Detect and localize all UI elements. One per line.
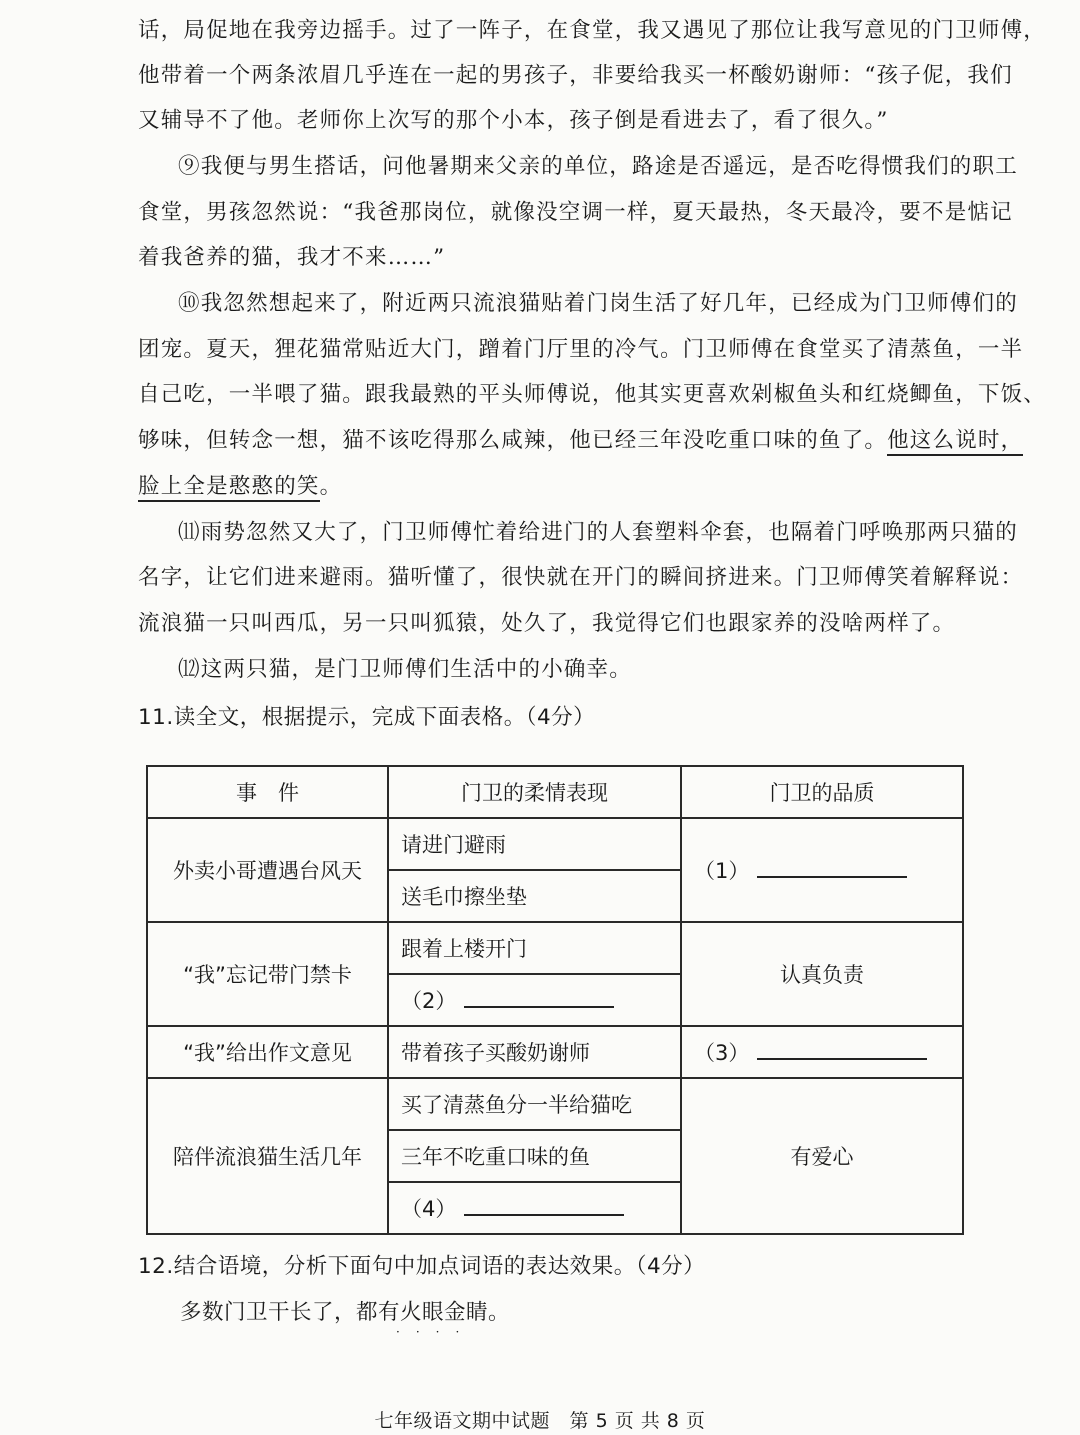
answer-blank[interactable] <box>757 858 907 878</box>
question-11-prompt: 11.读全文，根据提示，完成下面表格。（4分） <box>138 705 596 730</box>
act-cell: 跟着上楼开门 <box>388 922 681 974</box>
blank-label: （4） <box>401 1197 457 1221</box>
passage-line <box>138 472 968 502</box>
event-cell: 外卖小哥遭遇台风天 <box>147 818 388 922</box>
blank-label: （3） <box>694 1041 750 1065</box>
question-12-sentence: 多数门卫干长了，都有火眼金睛。 <box>180 1300 511 1325</box>
answer-table <box>146 765 964 1235</box>
underlined-sentence: 他这么说时， <box>887 428 1023 456</box>
passage-line: 团宠。夏天，狸花猫常贴近大门，蹭着门厅里的冷气。门卫师傅在食堂买了清蒸鱼，一半 <box>138 337 1024 362</box>
passage-text: 够味，但转念一想，猫不该吃得那么咸辣，他已经三年没吃重口味的鱼了。 <box>138 428 888 453</box>
act-cell: 三年不吃重口味的鱼 <box>388 1130 681 1182</box>
table-header: 门卫的品质 <box>681 766 963 818</box>
act-cell: 买了清蒸鱼分一半给猫吃 <box>388 1078 681 1130</box>
answer-blank[interactable] <box>757 1040 927 1060</box>
quality-blank-cell[interactable] <box>681 1026 963 1078</box>
passage-text: 。 <box>319 474 343 499</box>
table-header: 事 件 <box>147 766 388 818</box>
passage-line: 又辅导不了他。老师你上次写的那个小本，孩子倒是看进去了，看了很久。” <box>138 108 889 133</box>
passage-line: ⑾雨势忽然又大了，门卫师傅忙着给进门的人套塑料伞套，也隔着门呼唤那两只猫的 <box>178 520 1018 545</box>
passage-line: ⑿这两只猫，是门卫师傅们生活中的小确幸。 <box>178 657 633 682</box>
quality-cell: 认真负责 <box>681 922 963 1026</box>
underlined-sentence: 脸上全是憨憨的笑 <box>138 474 320 502</box>
passage-line: ⑨我便与男生搭话，问他暑期来父亲的单位，路途是否遥远，是否吃得惯我们的职工 <box>178 154 1018 179</box>
passage-line: ⑩我忽然想起来了，附近两只流浪猫贴着门岗生活了好几年，已经成为门卫师傅们的 <box>178 291 1018 316</box>
quality-cell: 有爱心 <box>681 1078 963 1234</box>
question-12-prompt: 12.结合语境，分析下面句中加点词语的表达效果。（4分） <box>138 1254 706 1279</box>
act-cell: 请进门避雨 <box>388 818 681 870</box>
act-cell: 送毛巾擦坐垫 <box>388 870 681 922</box>
page-footer: 七年级语文期中试题 第 5 页 共 8 页 <box>374 1410 706 1432</box>
passage-line: 他带着一个两条浓眉几乎连在一起的男孩子，非要给我买一杯酸奶谢师：“孩子伲，我们 <box>138 63 1013 88</box>
act-blank-cell[interactable] <box>388 974 681 1026</box>
passage-line: 流浪猫一只叫西瓜，另一只叫狐猿，处久了，我觉得它们也跟家养的没啥两样了。 <box>138 611 956 636</box>
blank-label: （2） <box>401 989 457 1013</box>
act-blank-cell[interactable] <box>388 1182 681 1234</box>
passage-line: 着我爸养的猫，我才不来……” <box>138 245 446 270</box>
event-cell: “我”忘记带门禁卡 <box>147 922 388 1026</box>
table-header: 门卫的柔情表现 <box>388 766 681 818</box>
blank-label: （1） <box>694 859 750 883</box>
passage-line: 食堂，男孩忽然说：“我爸那岗位，就像没空调一样，夏天最热，冬天最冷，要不是惦记 <box>138 200 1013 225</box>
event-cell: 陪伴流浪猫生活几年 <box>147 1078 388 1234</box>
event-cell: “我”给出作文意见 <box>147 1026 388 1078</box>
passage-line: 自己吃，一半喂了猫。跟我最熟的平头师傅说，他其实更喜欢剁椒鱼头和红烧鲫鱼，下饭、 <box>138 382 1047 407</box>
quality-blank-cell[interactable] <box>681 818 963 922</box>
passage-line: 名字，让它们进来避雨。猫听懂了，很快就在开门的瞬间挤进来。门卫师傅笑着解释说： <box>138 565 1024 590</box>
answer-blank[interactable] <box>464 988 614 1008</box>
answer-blank[interactable] <box>464 1196 624 1216</box>
passage-line <box>138 426 1024 456</box>
passage-line: 话，局促地在我旁边摇手。过了一阵子，在食堂，我又遇见了那位让我写意见的门卫师傅， <box>138 18 1047 43</box>
act-cell: 带着孩子买酸奶谢师 <box>388 1026 681 1078</box>
emphasis-dots: ···· <box>396 1325 476 1339</box>
